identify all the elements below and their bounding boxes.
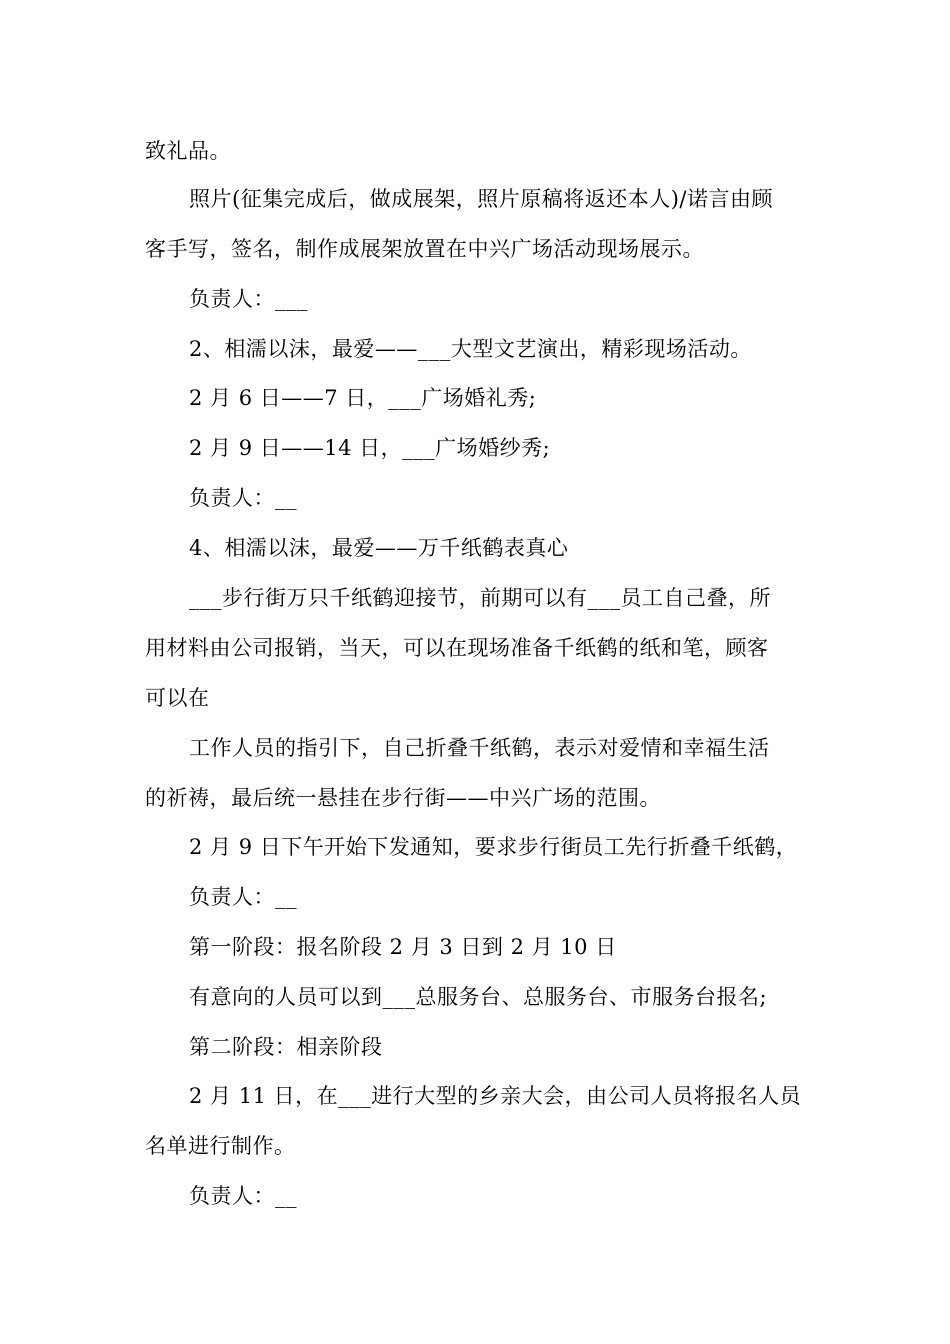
text-line-section-4: 4、相濡以沫，最爱——万千纸鹤表真心	[189, 536, 569, 560]
text-line-notice: 2 月 9 日下午开始下发通知，要求步行街员工先行折叠千纸鹤，	[189, 835, 798, 859]
text-line-cranes-3: 可以在	[145, 686, 210, 710]
text-line-photo-1: 照片(征集完成后，做成展架，照片原稿将返还本人)/诺言由顾	[189, 187, 773, 211]
text-line-section-2: 2、相濡以沫，最爱——___大型文艺演出，精彩现场活动。	[189, 337, 752, 361]
text-line-owner-2: 负责人：__	[189, 486, 297, 510]
text-line-photo-2: 客手写，签名，制作成展架放置在中兴广场活动现场展示。	[145, 237, 704, 261]
text-line-cranes-1: ___步行街万只千纸鹤迎接节，前期可以有___员工自己叠，所	[189, 586, 771, 610]
text-line-stage-2: 第二阶段：相亲阶段	[189, 1035, 383, 1059]
text-line-owner-4: 负责人：__	[189, 1184, 297, 1208]
text-line-cranes-4: 工作人员的指引下，自己折叠千纸鹤，表示对爱情和幸福生活	[189, 736, 770, 760]
text-line-signup: 有意向的人员可以到___总服务台、总服务台、市服务台报名;	[189, 985, 768, 1009]
text-line-cranes-5: 的祈祷，最后统一悬挂在步行街——中兴广场的范围。	[145, 786, 661, 810]
text-line-cranes-2: 用材料由公司报销，当天，可以在现场准备千纸鹤的纸和笔，顾客	[145, 636, 769, 660]
text-line-owner-3: 负责人：__	[189, 885, 297, 909]
text-line-owner-1: 负责人：___	[189, 287, 308, 311]
text-line-meeting-2: 名单进行制作。	[145, 1134, 296, 1158]
text-line-gift: 致礼品。	[145, 139, 231, 163]
text-line-stage-1: 第一阶段：报名阶段 2 月 3 日到 2 月 10 日	[189, 935, 617, 959]
text-line-wedding-show: 2 月 6 日——7 日，___广场婚礼秀;	[189, 386, 537, 410]
text-line-gown-show: 2 月 9 日——14 日，___广场婚纱秀;	[189, 436, 551, 460]
text-line-meeting-1: 2 月 11 日，在___进行大型的乡亲大会，由公司人员将报名人员	[189, 1084, 802, 1108]
